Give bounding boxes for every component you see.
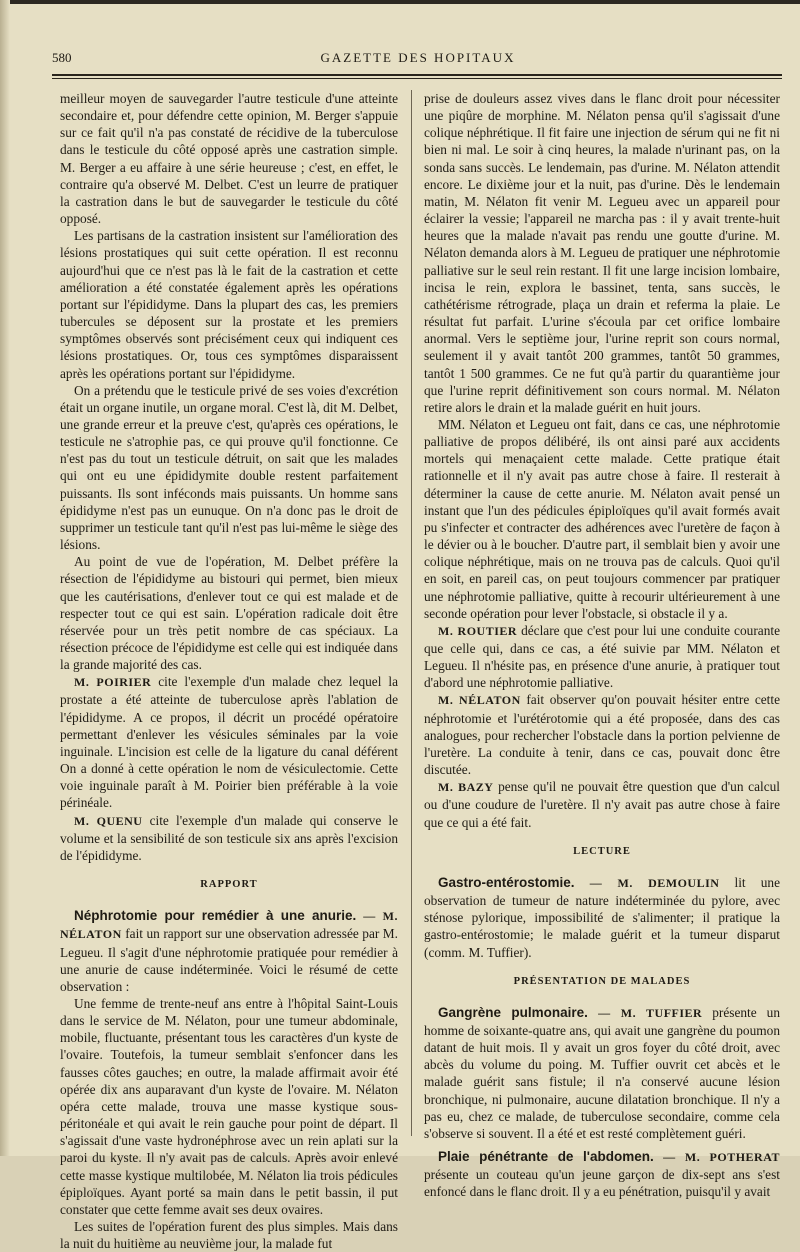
paragraph-text: pense qu'il ne pouvait être question que d'un calcul ou d'une coudure de l'uretère. Il n'y avait pas autre chose à faire que ce qui a été fait.	[424, 779, 780, 830]
paragraph-text: présente un homme de soixante-quatre ans, qui avait une gangrène du poumon datant de huit mois. Il y avait un gros foyer du côté droit, avec abcès du volume du poing. M. Tuffier ouvrit cet abcès et le malade guérit sans fistule; il n'a conservé aucune lésion bronchique, ni pulmonaire, aucune dilatation bronchique. Il n'y a pas eu, chez ce malade, de tuberculose secondaire, comme cela s'observe si souvent. Il a été et est resté complètement guéri.	[424, 1004, 781, 1141]
section-heading-presentation: PRÉSENTATION DE MALADES	[513, 975, 691, 987]
page-header	[52, 50, 784, 72]
paragraph-gastro	[424, 874, 780, 961]
paragraph-gangrene	[424, 1004, 780, 1142]
paragraph: Au point de vue de l'opération, M. Delbet préfère la résection de l'épididyme au bistouri qui permet, bien mieux que les cautérisations, d'enlever tout ce qui est malade et de respecter tout ce qui est sain. L'opération radicale doit être réservée pour un très petit nombre de cas spéciaux. La résection précoce de l'épididyme est celle qui est indiquée dans la grande majorité des cas.	[60, 554, 398, 673]
paragraph: meilleur moyen de sauvegarder l'autre testicule d'une atteinte secondaire et, pour défendre cette opinion, M. Berger s'appuie sur ce fait qu'il n'a pas constaté de récidive de la tuberculose dans le testicule du côté opposé après une castration simple. M. Berger a eu affaire à une série heureuse ; c'est, en effet, le contraire qu'a observé M. Delbet. C'est un leurre de pratiquer la castration dans le but de sauvegarder le testicule du côté opposé.	[60, 91, 398, 227]
speaker-name: — M. TUFFIER	[587, 1005, 703, 1020]
paragraph-text: fait un rapport sur une observation adressée par M. Legueu. Il s'agit d'une néphrotomie pratiquée pour remédier à une anurie de cause indéterminée. Voici le résumé de cette observation :	[60, 926, 398, 994]
paragraph: Les partisans de la castration insistent sur l'amélioration des lésions prostatiques qui suit cette opération. Il est reconnu aujourd'hui que ce n'est pas là le fait de la castration et cette amélioration a été constatée également après les opérations portant sur l'épididyme. Dans la plupart des cas, les premiers tubercules se déposent sur la prostate et les premiers symptômes observés sont précisément ceux qui indiquent ces lésions prostatiques. Or, tous ces symptômes disparaissent après les opérations portant sur l'épididyme.	[60, 228, 398, 381]
top-edge	[0, 0, 800, 4]
article-title: Néphrotomie pour remédier à une anurie.	[74, 908, 357, 924]
header-rule-thin	[52, 78, 782, 79]
speaker-name: M. BAZY	[438, 780, 494, 795]
paragraph: Les suites de l'opération furent des plus simples. Mais dans la nuit du huitième au neuvième jour, la malade fut	[60, 1219, 398, 1252]
speaker-name: M. ROUTIER	[438, 623, 518, 638]
article-title: Gastro-entérostomie.	[438, 874, 575, 890]
paragraph-routier	[424, 622, 780, 692]
column-divider	[411, 90, 412, 1136]
paragraph-text: présente un couteau qu'un jeune garçon de dix-sept ans s'est enfoncé dans le flanc droit. Il y a eu pénétration, puisqu'il y avait	[424, 1167, 780, 1200]
paragraph-text: cite l'exemple d'un malade qui conserve le volume et la sensibilité de son testicule six ans après l'excision de l'épididyme.	[60, 812, 399, 863]
paragraph-bazy	[424, 778, 780, 830]
paragraph: MM. Nélaton et Legueu ont fait, dans ce cas, une néphrotomie palliative de propos délibéré, ils ont ainsi paré aux accidents mortels qui menaçaient cette malade. Cette pratique était rationnelle et il n'y avait pas autre chose à faire. Il resterait à déterminer la cause de cette anurie. M. Nélaton avait pensé un instant que l'un des pédicules épiploïques qu'il avait formés avait pu s'infecter et contracter des adhérences avec l'uretère de façon à le dévier ou à le boucher. D'autre part, il semblait bien y avoir une colique néphrétique, mais on ne trouva pas de calculs. Quoi qu'il en soit, en pareil cas, on peut toujours commencer par pratiquer une néphrotomie palliative, quitte à recourir ultérieurement à une seconde opération pour lever l'obstacle, si obstacle il y a.	[424, 416, 780, 621]
paragraph: prise de douleurs assez vives dans le flanc droit pour nécessiter une piqûre de morphine. M. Nélaton pensa qu'il s'agissait d'une colique néphrétique. Il fit faire une injection de sérum qui ne fit ni bien ni mal. Le soir à cinq heures, la malade n'urinant pas, on la sonda sans succès. Le lendemain, pas d'urine. M. Nélaton attendit encore. Le dixième jour et la nuit, pas d'urine. Dès le lendemain matin, M. Nélaton fit venir M. Legueu avec un appareil pour éclairer la vessie; l'appareil ne marcha pas : il y avait trente-huit heures que la malade n'avait pas rendu une goutte d'urine. M. Nélaton demanda alors à M. Legueu de pratiquer une néphrotomie palliative sur le seul rein restant. Il fit une large incision lombaire, incisa le rein, explora le bassinet, tenta, sans succès, le cathétérisme rétrograde, plaça un drain et referma la plaie. Le résultat fut parfait. L'urine s'écoula par cet orifice lombaire anormal. Vers le septième jour, l'urine reprit son cours normal, seulement il y avait tantôt 200 grammes, tantôt 50 grammes, tantôt 1 500 grammes. Ce ne fut qu'à partir du quarantième jour que l'urine reprit définitivement son cours normal. M. Nélaton retire alors le drain et la malade guérit en huit jours.	[424, 91, 780, 415]
paragraph-text: déclare que c'est pour lui une conduite courante que celle qui, dans ce cas, a été suivie par MM. Nélaton et Legueu. Il n'hésite pas, en présence d'une anurie, à pratiquer tout d'abord une néphrotomie palliative.	[424, 622, 780, 691]
paragraph: Une femme de trente-neuf ans entre à l'hôpital Saint-Louis dans le service de M. Nélaton, pour une tumeur abdominale, mobile, fluctuante, présentant tous les caractères d'un kyste de l'ovaire. Toutefois, la tumeur semblait s'enfoncer dans les fausses côtes gauches; en outre, la malade affirmait avoir été opérée dix ans auparavant d'un kyste de l'ovaire. M. Nélaton opéra cette malade, trouva une masse kystique sous-péritonéale et qui avait le rein gauche pour point de départ. Il s'agissait d'une vaste hydronéphrose avec un rein aplati sur la paroi du kyste. Il n'y avait pas de calculs. Après avoir enlevé cette masse kystique multilobée, M. Nélaton lia trois pédicules épiploïques. Ayant porté sa main dans le petit bassin, il put constater que cette femme avait ses deux ovaires.	[60, 995, 398, 1217]
header-rule	[52, 74, 782, 76]
page-number: 580	[52, 50, 72, 65]
paragraph-quenu	[60, 812, 398, 864]
paragraph: On a prétendu que le testicule privé de ses voies d'excrétion était un organe inutile, un organe moral. C'est là, dit M. Delbet, une grande erreur et la preuve c'est, qu'après ces opérations, le testicule ne s'atrophie pas, ce qui prouve qu'il fonctionne. Ce n'est pas du tout un testicule détruit, on sait que les malades qui ont eu une épididymite double restent parfaitement puissants. Ils sont inféconds mais puissants. Un homme sans épididyme n'est pas un eunuque. On n'a donc pas le droit de supprimer un testicule tant qu'il n'est pas lui-même le siège des lésions.	[60, 382, 398, 553]
article-title: Plaie pénétrante de l'abdomen.	[438, 1149, 654, 1165]
page-gutter-shadow	[0, 0, 10, 1156]
article-title: Gangrène pulmonaire.	[438, 1004, 588, 1020]
paragraph-poirier	[60, 673, 398, 811]
speaker-name: M. QUENU	[74, 813, 143, 828]
speaker-name: — M. NÉLATON	[60, 909, 399, 942]
speaker-name: — M. POTHERAT	[653, 1150, 781, 1165]
paragraph-nelaton	[424, 691, 780, 778]
left-column	[60, 90, 398, 1252]
paragraph-text: lit une observation de tumeur de nature indéterminée du pylore, avec sténose pylorique, impossibilité de s'alimenter; il pratique la gastro-entérostomie; le malade guérit et la tumeur disparut (comm. M. Tuffier).	[424, 874, 780, 960]
section-heading-lecture: LECTURE	[573, 845, 631, 857]
right-column	[424, 90, 780, 1201]
section-heading-rapport: RAPPORT	[200, 879, 258, 891]
paragraph-text: fait observer qu'on pouvait hésiter entre cette néphrotomie et l'urétérotomie qui a été proposée, dans des cas analogues, pour rechercher l'obstacle dans la portion pelvienne de l'uretère. La conduite à tenir, dans ce cas, pouvait donc être discutée.	[424, 692, 781, 778]
speaker-name: — M. DEMOULIN	[574, 875, 720, 890]
running-title: GAZETTE DES HOPITAUX	[320, 50, 516, 65]
speaker-name: M. NÉLATON	[438, 693, 521, 708]
speaker-name: M. POIRIER	[74, 675, 152, 690]
paragraph-nephrotomie	[60, 907, 398, 995]
paragraph-text: cite l'exemple d'un malade chez lequel la prostate a été atteinte de tuberculose après l'ablation de l'épididyme. A ce propos, il décrit un procédé opératoire permettant d'enlever les vésicules séminales par la voie inguinale. L'incision est celle de la ligature du canal déférent On a donné à cette opération le nom de vésiculectomie. Cette voie inguinale paraît à M. Poirier bien préférable à la voie périnéale.	[60, 674, 398, 811]
